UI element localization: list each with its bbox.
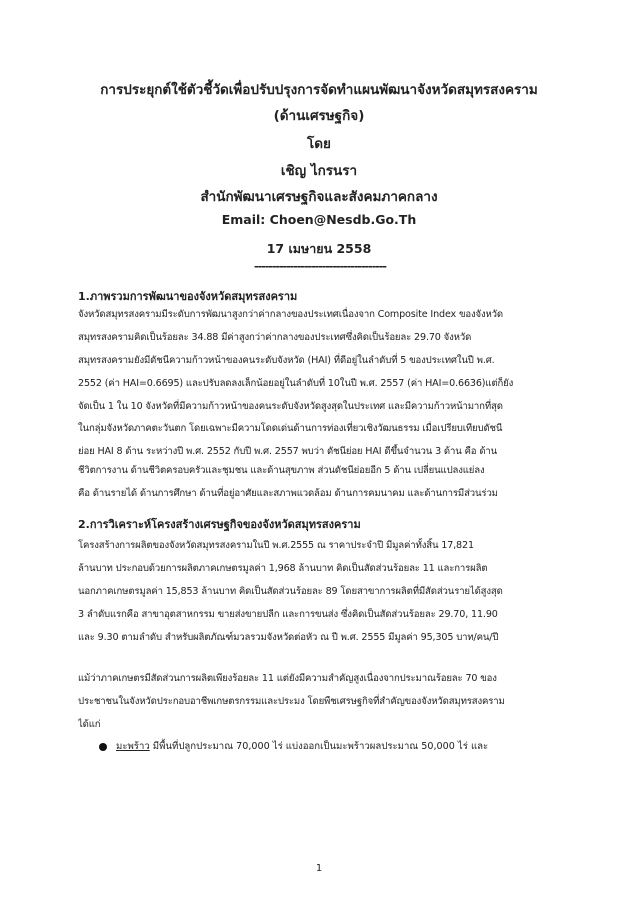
document-date: 17 เมษายน 2558 bbox=[266, 241, 372, 256]
bullet-description: มีพื้นที่ปลูกประมาณ 70,000 ไร่ แบ่งออกเป็นมะพร้าวผลประมาณ 50,000 ไร่ และ bbox=[149, 741, 489, 752]
author-name: เชิญ ไกรนรา bbox=[280, 163, 358, 179]
section-2-para-1-line: นอกภาคเกษตรมูลค่า 15,853 ล้านบาท คิดเป็นสัดส่วนร้อยละ 89 โดยสาขาการผลิตที่มีสัดส่วนรายได้สูงสุด bbox=[78, 586, 503, 597]
section-1-line: สมุทรสงครามยังมีดัชนีความก้าวหน้าของคนระดับจังหวัด (HAI) ที่ดีอยู่ในลำดับที่ 5 ของประเทศในปี พ.ศ. bbox=[78, 355, 495, 366]
section-2-para-2-line: ประชาชนในจังหวัดประกอบอาชีพเกษตรกรรมและประมง โดยพืชเศรษฐกิจที่สำคัญของจังหวัดสมุทรสงคราม bbox=[78, 696, 505, 707]
section-1-line: ชีวิตการงาน ด้านชีวิตครอบครัวและชุมชน และด้านสุขภาพ ส่วนดัชนีย่อยอีก 5 ด้าน เปลี่ยนแปลงแย่ลง bbox=[78, 465, 485, 476]
section-2-heading: 2.การวิเคราะห์โครงสร้างเศรษฐกิจของจังหวัดสมุทรสงคราม bbox=[78, 518, 361, 531]
section-1-line: ย่อย HAI 8 ด้าน ระหว่างปี พ.ศ. 2552 กับปี พ.ศ. 2557 พบว่า ดัชนีย่อย HAI ดีขึ้นจำนวน 3 ด้าน คือ ด้าน bbox=[78, 446, 498, 457]
bullet-term: มะพร้าว bbox=[116, 741, 150, 752]
page-number: 1 bbox=[315, 863, 323, 874]
section-1-line: คือ ด้านรายได้ ด้านการศึกษา ด้านที่อยู่อาศัยและสภาพแวดล้อม ด้านการคมนาคม และด้านการมีส่วนร่วม bbox=[78, 488, 498, 499]
section-2-para-2-line: ได้แก่ bbox=[78, 719, 101, 730]
section-1-heading: 1.ภาพรวมการพัฒนาของจังหวัดสมุทรสงคราม bbox=[78, 290, 298, 303]
section-2-para-1-line: ล้านบาท ประกอบด้วยการผลิตภาคเกษตรมูลค่า 1,968 ล้านบาท คิดเป็นสัดส่วนร้อยละ 11 และการผลิต bbox=[78, 563, 488, 574]
section-1-line: 2552 (ค่า HAI=0.6695) และปรับลดลงเล็กน้อยอยู่ในลำดับที่ 10ในปี พ.ศ. 2557 (ค่า HAI=0.6636)แต่ก็ยัง bbox=[78, 378, 514, 389]
bullet-dot-icon bbox=[99, 743, 107, 751]
section-1-line: จัดเป็น 1 ใน 10 จังหวัดที่มีความก้าวหน้าของคนระดับจังหวัดสูงสุดในประเทศ และมีความก้าวหน้ามากที่สุด bbox=[78, 401, 503, 412]
section-2-para-1-line: โครงสร้างการผลิตของจังหวัดสมุทรสงครามในปี พ.ศ.2555 ณ ราคาประจำปี มีมูลค่าทั้งสิ้น 17,821 bbox=[78, 540, 474, 551]
section-1-line: ในกลุ่มจังหวัดภาคตะวันตก โดยเฉพาะมีความโดดเด่นด้านการท่องเที่ยวเชิงวัฒนธรรม เมื่อเปรียบเทียบดัชนี bbox=[78, 423, 503, 434]
document-title: การประยุกต์ใช้ตัวชี้วัดเพื่อปรับปรุงการจัดทำแผนพัฒนาจังหวัดสมุทรสงคราม bbox=[100, 82, 538, 98]
bullet-item bbox=[116, 739, 488, 754]
document-subtitle: (ด้านเศรษฐกิจ) bbox=[273, 108, 365, 124]
section-2-para-1-line: และ 9.30 ตามลำดับ สำหรับผลิตภัณฑ์มวลรวมจังหวัดต่อหัว ณ ปี พ.ศ. 2555 มีมูลค่า 95,305 บาท/คน/ปี bbox=[78, 632, 499, 643]
section-1-line: สมุทรสงครามคิดเป็นร้อยละ 34.88 มีค่าสูงกว่าค่ากลางของประเทศซึ่งคิดเป็นร้อยละ 29.70 จังหวัด bbox=[78, 332, 472, 343]
title-divider: ------------------------------------- bbox=[254, 260, 386, 273]
by-label: โดย bbox=[307, 136, 331, 152]
author-office: สำนักพัฒนาเศรษฐกิจและสังคมภาคกลาง bbox=[200, 189, 438, 205]
author-email: Email: Choen@Nesdb.Go.Th bbox=[221, 212, 417, 227]
section-2-para-1-line: 3 ลำดับแรกคือ สาขาอุตสาหกรรม ขายส่งขายปลีก และการขนส่ง ซึ่งคิดเป็นสัดส่วนร้อยละ 29.70, 11.90 bbox=[78, 609, 498, 620]
section-1-line: จังหวัดสมุทรสงครามมีระดับการพัฒนาสูงกว่าค่ากลางของประเทศเนื่องจาก Composite Index ของจังหวัด bbox=[78, 309, 504, 320]
section-2-para-2-line: แม้ว่าภาคเกษตรมีสัดส่วนการผลิตเพียงร้อยละ 11 แต่ยังมีความสำคัญสูงเนื่องจากประมาณร้อยละ 70 ของ bbox=[78, 673, 497, 684]
